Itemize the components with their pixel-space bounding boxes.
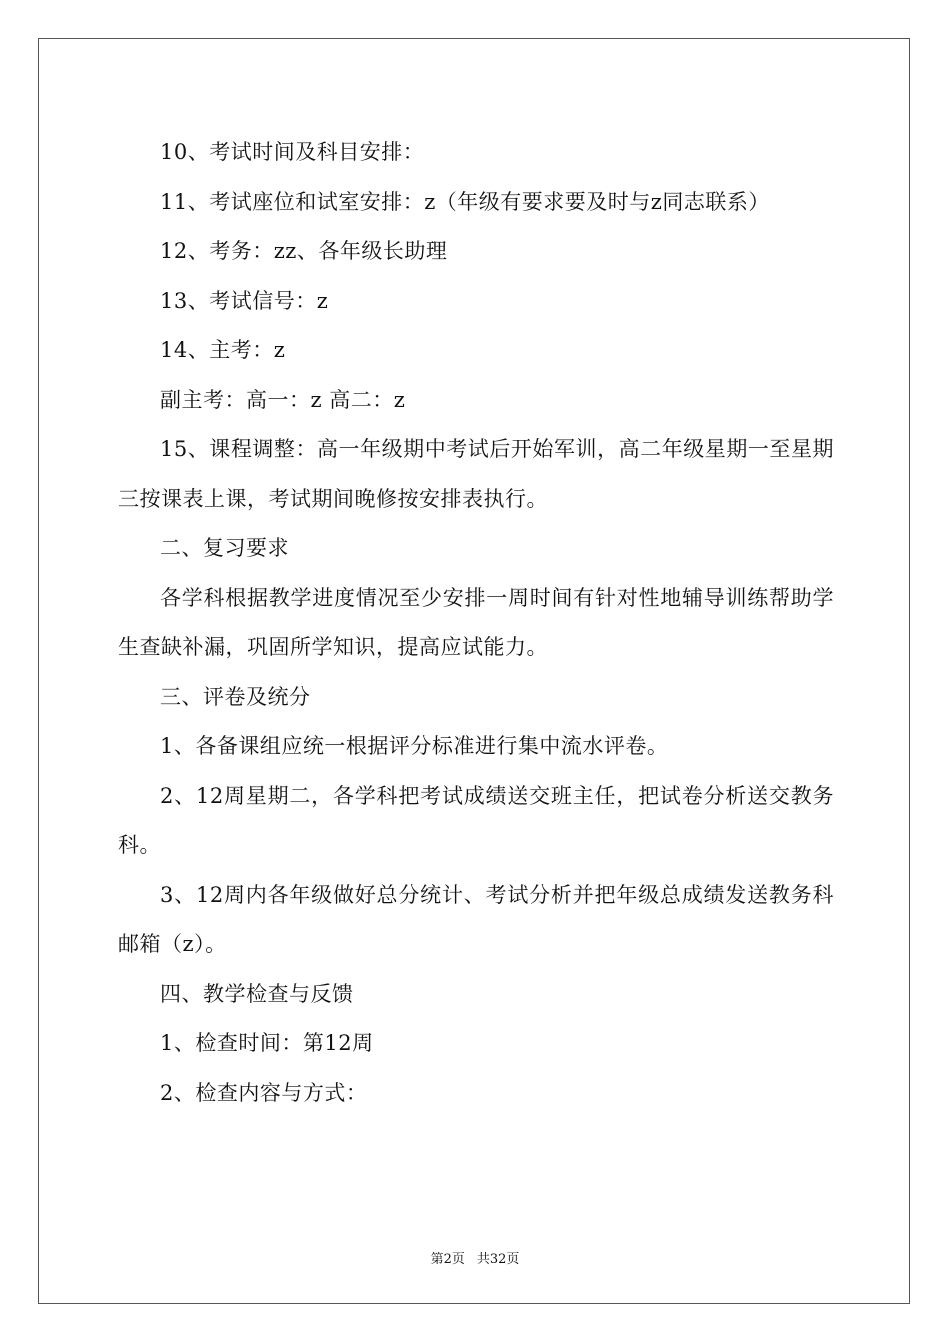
paragraph-exam-signal: 13、考试信号：z: [160, 288, 329, 313]
document-body: [118, 128, 834, 1118]
paragraph-exam-schedule: 10、考试时间及科目安排：: [160, 140, 425, 164]
paragraph-grading-3: 3、12周内各年级做好总分统计、考试分析并把年级总成绩发送教务科邮箱（z）。: [118, 882, 834, 956]
paragraph-chief-examiner: 14、主考：z: [160, 338, 286, 362]
paragraph-review-details: 各学科根据教学进度情况至少安排一周时间有针对性地辅导训练帮助学生查缺补漏，巩固所学知识，提高应试能力。: [118, 585, 834, 659]
page-total: 共32页: [476, 1252, 520, 1267]
heading-teaching-inspection: 四、教学检查与反馈: [160, 981, 354, 1006]
paragraph-exam-affairs: 12、考务：zz、各年级长助理: [160, 239, 448, 263]
paragraph-deputy-examiner: 副主考：高一：z 高二：z: [160, 387, 406, 412]
paragraph-inspection-content: 2、检查内容与方式：: [160, 1080, 368, 1105]
paragraph-grading-1: 1、各备课组应统一根据评分标准进行集中流水评卷。: [160, 734, 669, 758]
paragraph-course-adjustment: 15、课程调整：高一年级期中考试后开始军训，高二年级星期一至星期三按课表上课，考试期间晚修按安排表执行。: [118, 437, 834, 511]
page-footer: [0, 1248, 950, 1267]
paragraph-seating: 11、考试座位和试室安排：z（年级有要求要及时与z同志联系）: [160, 189, 770, 214]
page-number: 第2页: [430, 1252, 465, 1267]
heading-review-requirements: 二、复习要求: [160, 536, 289, 560]
paragraph-grading-2: 2、12周星期二，各学科把考试成绩送交班主任，把试卷分析送交教务科。: [118, 783, 834, 857]
heading-grading: 三、评卷及统分: [160, 684, 311, 709]
paragraph-inspection-time: 1、检查时间：第12周: [160, 1031, 374, 1055]
